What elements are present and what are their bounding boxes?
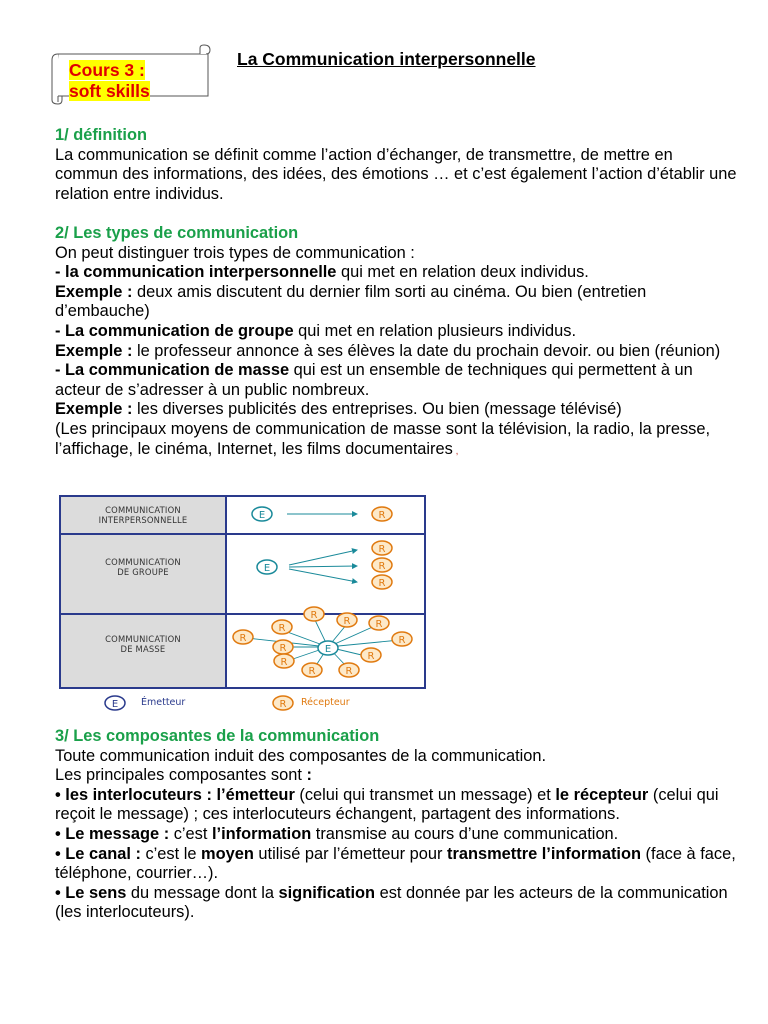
text: , bbox=[452, 445, 459, 457]
svg-text:R: R bbox=[375, 619, 383, 630]
label-line: DE MASSE bbox=[120, 644, 166, 654]
bold-term: signification bbox=[278, 883, 376, 902]
row-label-group bbox=[65, 557, 221, 577]
row-label-interpersonal bbox=[65, 505, 221, 525]
svg-text:R: R bbox=[308, 666, 316, 677]
text: transmise au cours d’une communication. bbox=[311, 824, 619, 843]
svg-text:R: R bbox=[345, 666, 353, 677]
label-line: COMMUNICATION bbox=[105, 557, 181, 567]
text: les diverses publicités des entreprises. Ou bien (message télévisé) bbox=[132, 400, 622, 419]
row-label-mass bbox=[65, 634, 221, 654]
example-label: Exemple : bbox=[55, 341, 133, 360]
type-mass bbox=[55, 361, 740, 400]
svg-text:R: R bbox=[378, 544, 386, 555]
text: le professeur annonce à ses élèves la date du prochain devoir. ou bien (réunion) bbox=[132, 341, 721, 360]
text: c’est le bbox=[140, 844, 202, 863]
svg-text:R: R bbox=[310, 610, 318, 621]
text: deux amis discutent du dernier film sorti au cinéma. Ou bien (entretien d’embauche) bbox=[55, 282, 647, 321]
text: (Les principaux moyens de communication de masse sont la télévision, la radio, la presse, l’affichage, le cinéma, Internet, les films documentaires bbox=[55, 419, 711, 458]
example bbox=[55, 342, 740, 362]
bold-term: moyen bbox=[201, 844, 254, 863]
bold-term: transmettre l’information bbox=[447, 844, 641, 863]
legend-receiver: Récepteur bbox=[301, 697, 350, 708]
communication-types-diagram bbox=[57, 495, 429, 713]
paragraph: Toute communication induit des composantes de la communication. bbox=[55, 746, 547, 765]
svg-text:E: E bbox=[263, 563, 271, 574]
type-group bbox=[55, 322, 740, 342]
label-line: COMMUNICATION bbox=[105, 634, 181, 644]
svg-text:R: R bbox=[279, 643, 287, 654]
svg-text:R: R bbox=[378, 510, 386, 521]
type-interpersonal bbox=[55, 263, 740, 283]
paragraph: La communication se définit comme l’action d’échanger, de transmettre, de mettre en commun des informations, des idées, des émotions … et c’est également l’action d’établir une relation entre individus. bbox=[55, 145, 737, 203]
text: (celui qui transmet un message) et bbox=[294, 785, 556, 804]
bold-term: - la communication interpersonnelle bbox=[55, 263, 337, 282]
bold-term: • Le canal : bbox=[55, 844, 141, 863]
example-label: Exemple : bbox=[55, 400, 133, 419]
bold-term: - La communication de masse bbox=[55, 361, 290, 380]
page-title: La Communication interpersonnelle bbox=[237, 49, 536, 69]
bullet-meaning bbox=[55, 884, 740, 923]
bold-term: le récepteur bbox=[555, 785, 649, 804]
text: qui met en relation plusieurs individus. bbox=[293, 321, 577, 340]
svg-text:R: R bbox=[239, 633, 247, 644]
example bbox=[55, 400, 740, 420]
paragraph: On peut distinguer trois types de communication : bbox=[55, 243, 415, 262]
bullet-message bbox=[55, 825, 740, 845]
label-line: COMMUNICATION bbox=[105, 505, 181, 515]
bullet-interlocutors bbox=[55, 786, 740, 825]
text: qui est un ensemble de techniques qui permettent à un acteur de s’adresser à un public nombreux. bbox=[55, 361, 693, 399]
diagram-figure bbox=[57, 495, 429, 713]
example-label: Exemple : bbox=[55, 282, 133, 301]
section-components bbox=[55, 727, 740, 923]
text: : bbox=[306, 766, 312, 785]
text: utilisé par l’émetteur pour bbox=[253, 844, 448, 863]
svg-text:R: R bbox=[278, 623, 286, 634]
text: Les principales composantes sont bbox=[55, 766, 307, 785]
bold-term: l’information bbox=[211, 824, 312, 843]
text: est donnée par les acteurs de la communication (les interlocuteurs). bbox=[55, 883, 728, 922]
text: (celui qui reçoit le message) ; ces interlocuteurs échangent, partagent des informations. bbox=[55, 785, 719, 824]
text: qui met en relation deux individus. bbox=[336, 263, 589, 282]
svg-text:R: R bbox=[280, 657, 288, 668]
course-badge-line2: soft skills bbox=[69, 81, 150, 101]
svg-text:R: R bbox=[343, 616, 351, 627]
bold-term: - La communication de groupe bbox=[55, 321, 294, 340]
example bbox=[55, 283, 740, 322]
svg-text:R: R bbox=[378, 578, 386, 589]
text: (face à face, téléphone, courrier…). bbox=[55, 844, 736, 883]
section-heading: 2/ Les types de communication bbox=[55, 224, 299, 242]
paragraph bbox=[55, 766, 740, 786]
label-line: DE GROUPE bbox=[117, 567, 169, 577]
svg-text:E: E bbox=[324, 644, 332, 655]
svg-text:R: R bbox=[398, 635, 406, 646]
label-line: INTERPERSONNELLE bbox=[98, 515, 188, 525]
paragraph bbox=[55, 420, 740, 461]
bold-term: • Le message : bbox=[55, 824, 170, 843]
text: c’est bbox=[169, 824, 212, 843]
section-heading: 3/ Les composantes de la communication bbox=[55, 727, 380, 745]
svg-text:E: E bbox=[258, 510, 266, 521]
bullet-channel bbox=[55, 845, 740, 884]
course-badge-line1: Cours 3 : bbox=[69, 60, 145, 80]
section-definition bbox=[55, 126, 740, 204]
svg-text:R: R bbox=[378, 561, 386, 572]
section-heading: 1/ définition bbox=[55, 126, 147, 144]
svg-text:R: R bbox=[367, 651, 375, 662]
course-badge bbox=[69, 60, 150, 102]
svg-text:E: E bbox=[111, 699, 119, 710]
bold-term: • Le sens bbox=[55, 883, 127, 902]
svg-text:R: R bbox=[279, 699, 287, 710]
text: du message dont la bbox=[126, 883, 279, 902]
legend-emitter: Émetteur bbox=[141, 697, 186, 708]
section-types bbox=[55, 224, 740, 461]
bold-term: • les interlocuteurs : l’émetteur bbox=[55, 785, 295, 804]
